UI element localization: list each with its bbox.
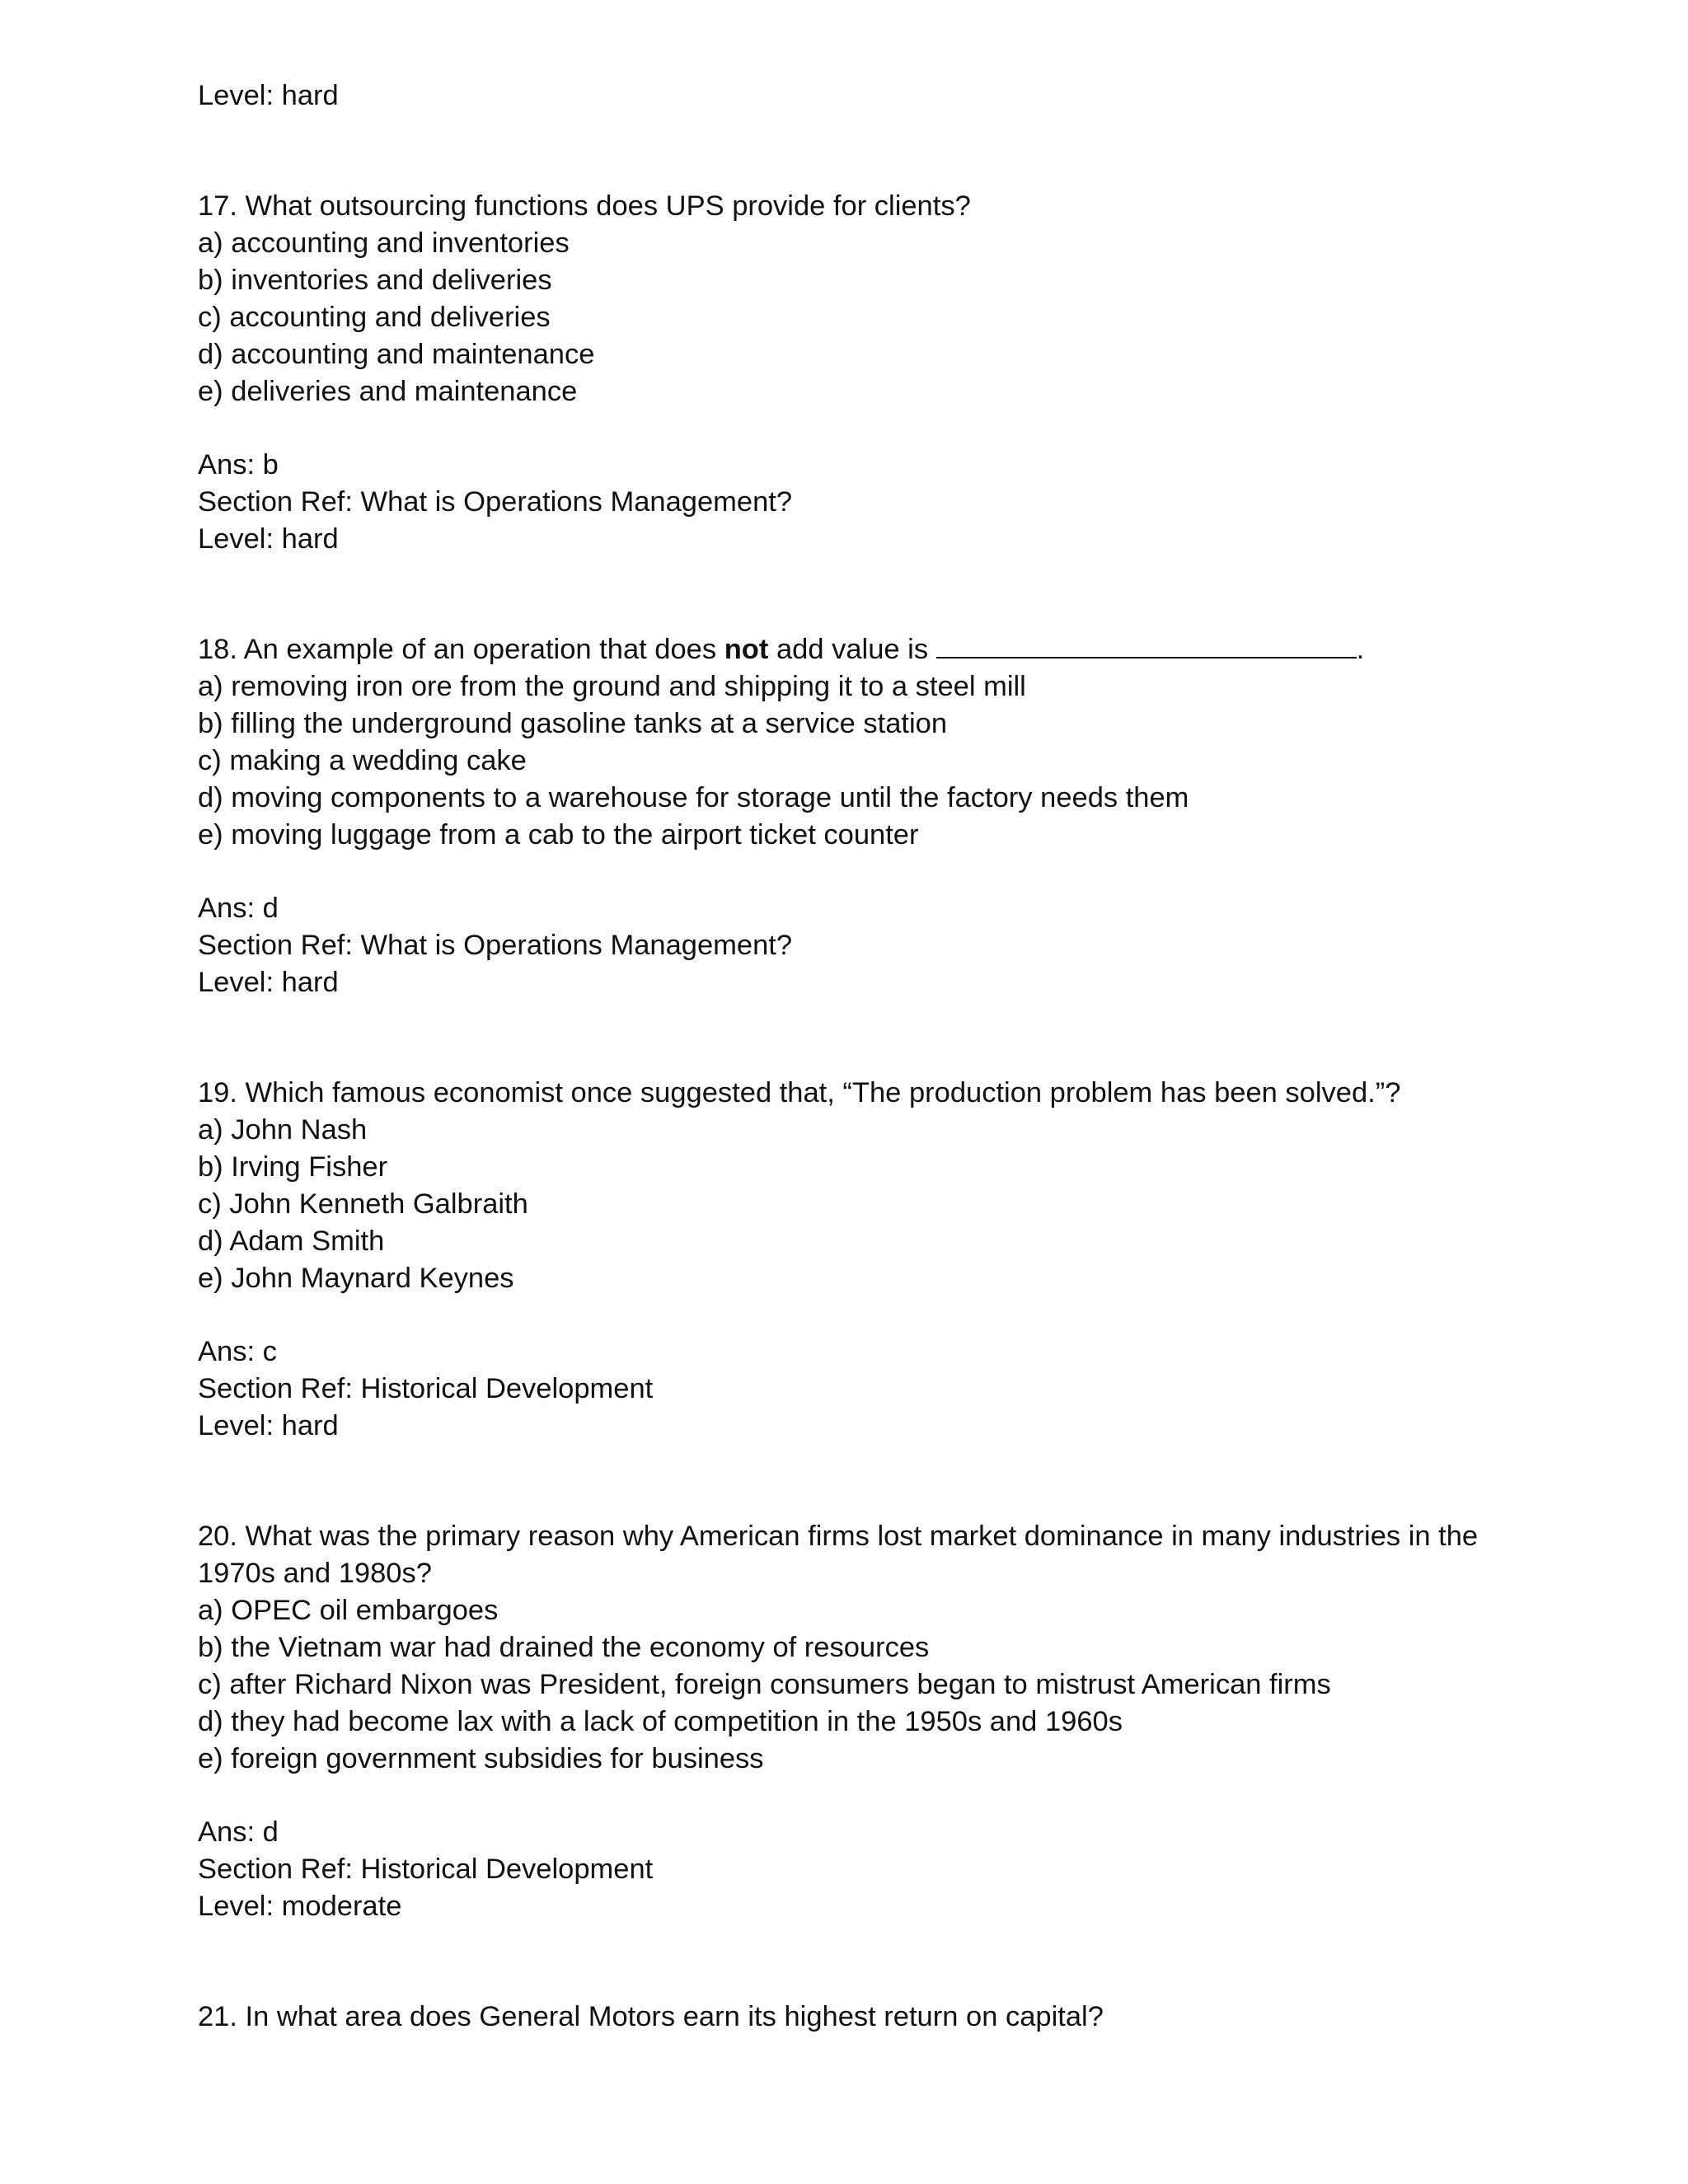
option-b: b) filling the underground gasoline tanks at a service station — [198, 708, 948, 739]
option-c: c) accounting and deliveries — [198, 302, 551, 333]
question-20 — [198, 1518, 1517, 1925]
question-17 — [198, 188, 1517, 558]
question-text-end: . — [1356, 634, 1365, 665]
option-c: c) after Richard Nixon was President, foreign consumers began to mistrust American firms — [198, 1669, 1331, 1700]
spacer — [198, 410, 1517, 447]
spacer — [198, 558, 1517, 631]
spacer — [198, 1778, 1517, 1814]
previous-level-text: Level: hard — [198, 80, 339, 111]
question-19 — [198, 1075, 1517, 1445]
section-ref-text: Section Ref: Historical Development — [198, 1854, 654, 1885]
level-text: Level: hard — [198, 523, 339, 555]
spacer — [198, 115, 1517, 188]
question-text-start: 18. An example of an operation that does — [198, 634, 724, 665]
spacer — [198, 854, 1517, 890]
section-ref-text: Section Ref: Historical Development — [198, 1373, 654, 1404]
option-a: a) John Nash — [198, 1114, 368, 1146]
question-text: 19. Which famous economist once suggested that, “The production problem has been solved.”? — [198, 1077, 1401, 1108]
option-b: b) Irving Fisher — [198, 1151, 388, 1183]
option-a: a) accounting and inventories — [198, 227, 570, 259]
option-e: e) moving luggage from a cab to the airport ticket counter — [198, 819, 919, 851]
answer-text: Ans: b — [198, 449, 279, 480]
option-a: a) OPEC oil embargoes — [198, 1595, 499, 1626]
option-d: d) moving components to a warehouse for storage until the factory needs them — [198, 782, 1189, 813]
spacer — [198, 1001, 1517, 1075]
answer-text: Ans: c — [198, 1336, 277, 1367]
spacer — [198, 1445, 1517, 1518]
level-text: Level: hard — [198, 1410, 339, 1441]
section-ref-text: Section Ref: What is Operations Management? — [198, 486, 793, 518]
question-text-line-1: 20. What was the primary reason why American firms lost market dominance in many industries in the — [198, 1521, 1479, 1552]
question-text: 17. What outsourcing functions does UPS provide for clients? — [198, 190, 971, 222]
spacer — [198, 1925, 1517, 1999]
option-e: e) foreign government subsidies for business — [198, 1743, 764, 1774]
option-c: c) making a wedding cake — [198, 745, 527, 776]
option-e: e) John Maynard Keynes — [198, 1263, 514, 1294]
option-d: d) they had become lax with a lack of competition in the 1950s and 1960s — [198, 1706, 1123, 1737]
question-text-line-2: 1970s and 1980s? — [198, 1558, 432, 1589]
option-c: c) John Kenneth Galbraith — [198, 1188, 528, 1220]
answer-text: Ans: d — [198, 893, 279, 924]
question-18 — [198, 631, 1517, 1001]
level-text: Level: moderate — [198, 1891, 402, 1922]
answer-text: Ans: d — [198, 1816, 279, 1848]
question-text-middle: add value is — [768, 634, 936, 665]
option-d: d) accounting and maintenance — [198, 339, 595, 370]
option-b: b) inventories and deliveries — [198, 265, 552, 296]
option-e: e) deliveries and maintenance — [198, 376, 578, 407]
level-text: Level: hard — [198, 967, 339, 998]
option-b: b) the Vietnam war had drained the economy of resources — [198, 1632, 930, 1663]
question-text: 21. In what area does General Motors earn its highest return on capital? — [198, 2001, 1104, 2032]
option-d: d) Adam Smith — [198, 1226, 385, 1257]
option-a: a) removing iron ore from the ground and shipping it to a steel mill — [198, 671, 1026, 702]
question-emphasis: not — [724, 634, 769, 665]
document-page — [198, 77, 1517, 2036]
answer-blank — [936, 632, 1357, 658]
question-21 — [198, 1999, 1517, 2036]
section-ref-text: Section Ref: What is Operations Management? — [198, 930, 793, 961]
question-text — [198, 631, 1517, 668]
spacer — [198, 1297, 1517, 1333]
